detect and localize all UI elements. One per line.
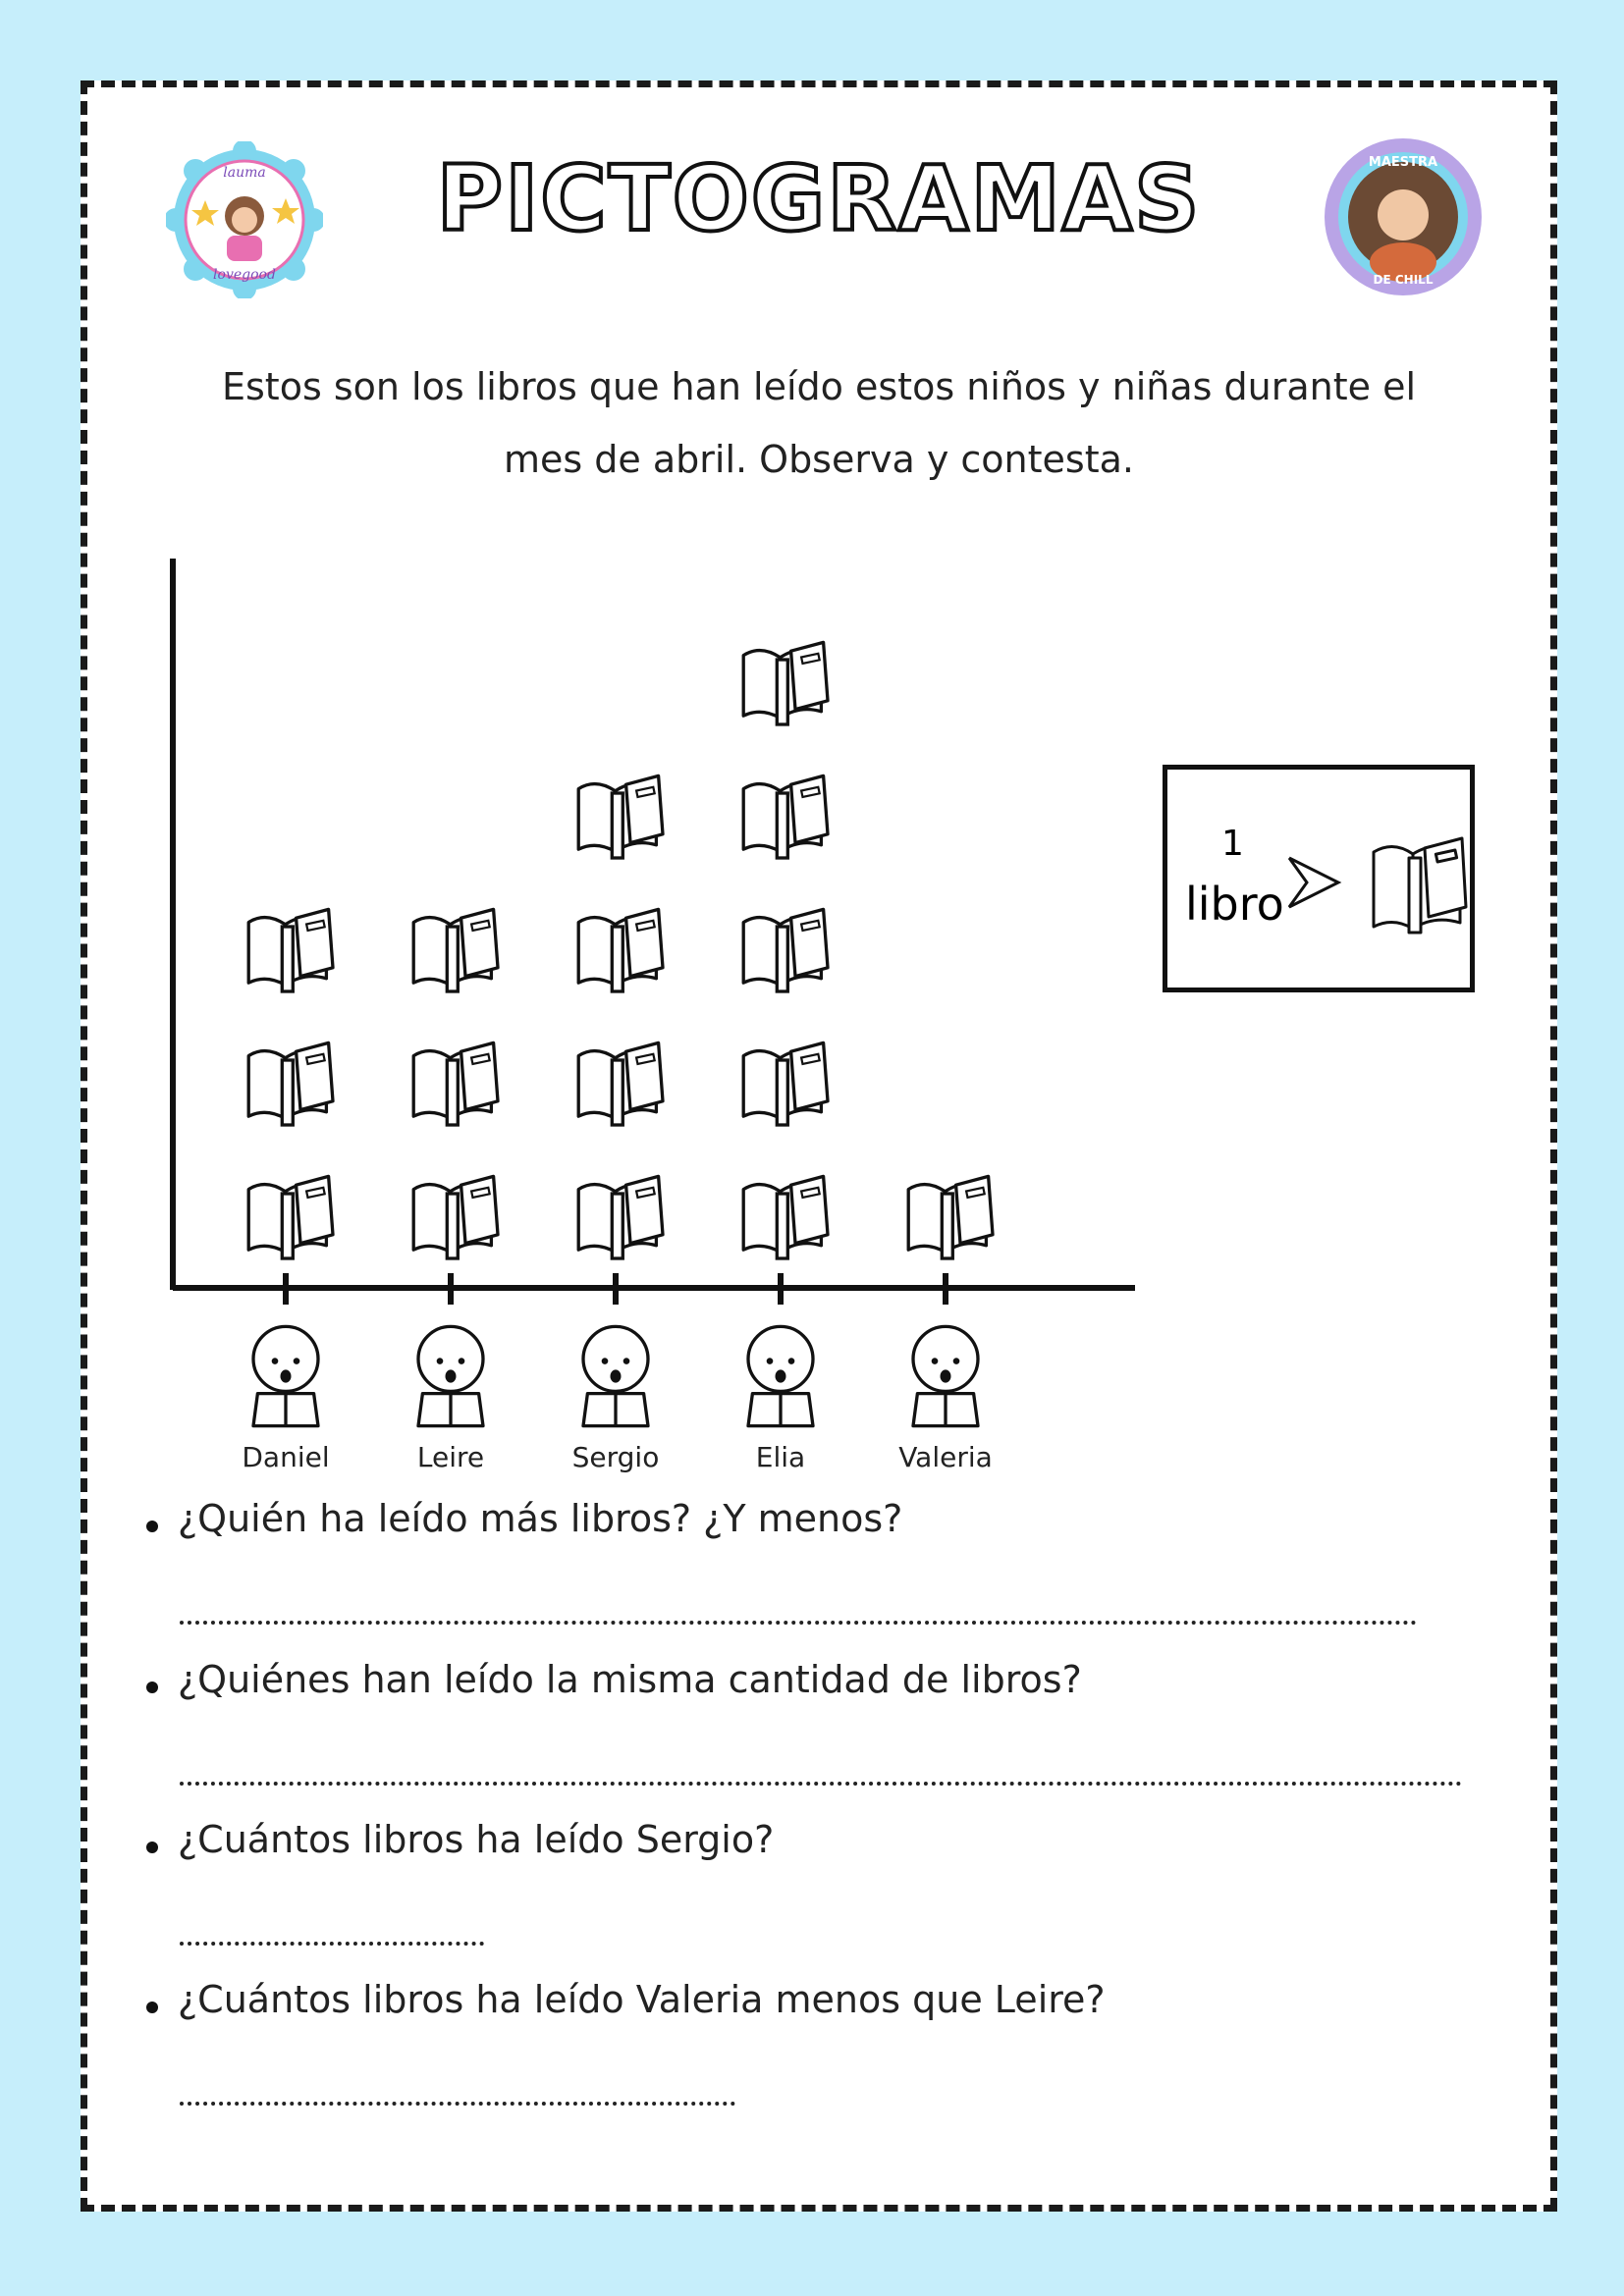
worksheet	[81, 80, 1557, 2212]
category-label: Elia	[755, 1441, 806, 1473]
key-word: libro	[1185, 878, 1284, 931]
svg-text:lauma: lauma	[223, 165, 266, 181]
child-reading-icon	[253, 1326, 318, 1425]
book-icon	[743, 642, 828, 724]
page-title: PICTOGRAMAS	[436, 146, 1202, 251]
question-text: ¿Cuántos libros ha leído Valeria menos que Leire?	[178, 1978, 1106, 2021]
question-text: ¿Cuántos libros ha leído Sergio?	[178, 1818, 775, 1861]
answer-line-2[interactable]	[180, 1782, 1462, 1786]
book-icon	[743, 1176, 828, 1258]
question-text: ¿Quién ha leído más libros? ¿Y menos?	[178, 1497, 903, 1540]
bullet	[146, 2002, 158, 2013]
book-icon	[413, 1042, 498, 1125]
book-icon	[578, 775, 663, 858]
bullet	[146, 1521, 158, 1532]
svg-text:MAESTRA: MAESTRA	[1368, 155, 1438, 170]
svg-text:lovegood: lovegood	[213, 267, 276, 283]
book-icon	[248, 1042, 333, 1125]
bullet	[146, 1842, 158, 1853]
answer-line-4[interactable]	[180, 2102, 735, 2106]
book-icon	[413, 1176, 498, 1258]
book-icon	[248, 1176, 333, 1258]
category-label: Leire	[416, 1441, 485, 1473]
key-number: 1	[1221, 824, 1244, 864]
book-icon	[743, 909, 828, 991]
maestra-de-chill-logo	[1323, 136, 1485, 298]
pictogram-chart	[87, 559, 1550, 1589]
svg-text:DE CHILL: DE CHILL	[1373, 273, 1434, 287]
book-icon	[248, 909, 333, 991]
book-icon	[578, 1042, 663, 1125]
instructions-text: Estos son los libros que han leído estos niños y niñas durante el mes de abril. Observa y contesta.	[221, 365, 1417, 481]
answer-line-1[interactable]	[180, 1621, 1417, 1625]
book-icon	[578, 1176, 663, 1258]
book-icon	[413, 909, 498, 991]
bullet	[146, 1682, 158, 1693]
book-icon	[743, 1042, 828, 1125]
lauma-lovegood-logo	[166, 141, 323, 298]
category-label: Sergio	[571, 1441, 660, 1473]
child-reading-icon	[913, 1326, 978, 1425]
answer-line-3[interactable]	[180, 1942, 484, 1946]
child-reading-icon	[418, 1326, 483, 1425]
child-reading-icon	[583, 1326, 648, 1425]
category-label: Valeria	[898, 1441, 993, 1473]
book-icon	[578, 909, 663, 991]
category-label: Daniel	[242, 1441, 330, 1473]
book-icon	[908, 1176, 993, 1258]
question-text: ¿Quiénes han leído la misma cantidad de libros?	[178, 1658, 1082, 1701]
child-reading-icon	[748, 1326, 813, 1425]
book-icon	[743, 775, 828, 858]
